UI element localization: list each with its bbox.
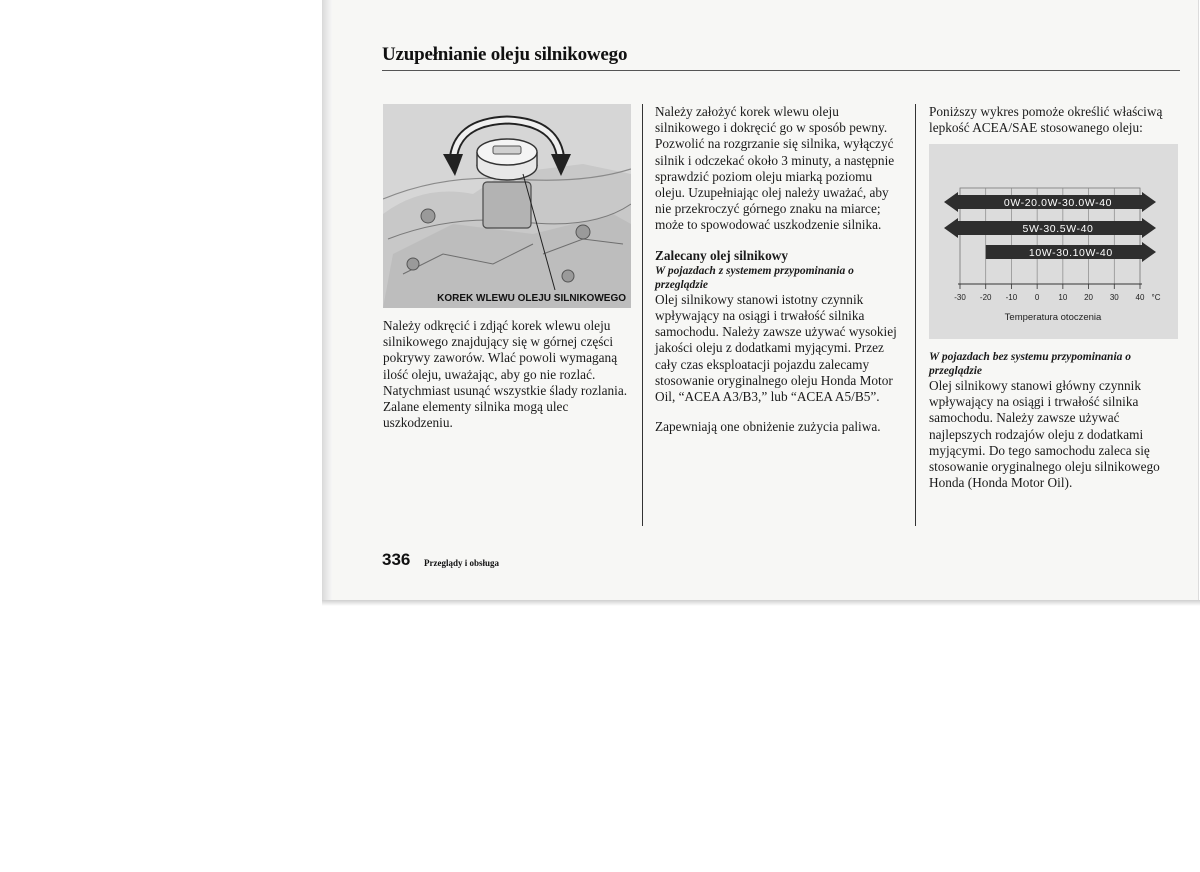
column-2 xyxy=(655,104,905,435)
page-title: Uzupełnianie oleju silnikowego xyxy=(382,44,628,65)
column-1-paragraph: Należy odkręcić i zdjąć korek wlewu oleju silnikowego znajdujący się w górnej części pokrywy zaworów. Wlać powoli wymaganą ilość oleju, uważając, aby go nie rozlać. Natychmiast usunąć wszystkie ślady rozlania. Zalane elementy silnika mogą ulec uszkodzeniu. xyxy=(383,318,628,431)
viscosity-bar-label: 0W-20.0W-30.0W-40 xyxy=(1003,197,1113,209)
x-tick-label: 40 xyxy=(1135,293,1145,302)
column-2-paragraph-1: Należy założyć korek wlewu oleju silnikowego i dokręcić go w sposób pewny. Pozwolić na rozgrzanie się silnika, wyłączyć silnik i odczekać około 3 minuty, a następnie sprawdzić poziom oleju miarką poziomu oleju. Uzupełniając olej należy uważać, aby nie przekroczyć górnego znaku na miarce; może to spowodować uszkodzenie silnika. xyxy=(655,104,895,233)
chart-intro: Poniższy wykres pomoże określić właściwą lepkość ACEA/SAE stosowanego oleju: xyxy=(929,104,1163,136)
viscosity-bar-label: 5W-30.5W-40 xyxy=(1022,223,1094,235)
column-divider-1 xyxy=(642,104,643,526)
viscosity-chart-svg xyxy=(929,144,1178,339)
oil-filler-cap-figure xyxy=(383,104,631,308)
with-maintenance-minder-subheading: W pojazdach z systemem przypominania o przeglądzie xyxy=(655,264,854,291)
x-unit-label: °C xyxy=(1151,293,1161,302)
x-tick-label: -10 xyxy=(1005,293,1018,302)
x-tick-label: 30 xyxy=(1109,293,1119,302)
x-tick-label: 20 xyxy=(1084,293,1094,302)
x-tick-label: -30 xyxy=(954,293,966,302)
column-3-body xyxy=(929,350,1179,491)
column-3-paragraph: Olej silnikowy stanowi główny czynnik wpływający na osiągi i trwałość silnika samochodu. Należy zawsze używać najlepszych rodzajów oleju z dodatkami myjącymi. Do tego samochodu zaleca się stosowanie oryginalnego oleju silnikowego Honda (Honda Motor Oil). xyxy=(929,378,1160,491)
section-name: Przeglądy i obsługa xyxy=(424,558,500,568)
column-2-paragraph-3: Zapewniają one obniżenie zużycia paliwa. xyxy=(655,419,881,435)
figure-caption: KOREK WLEWU OLEJU SILNIKOWEGO xyxy=(437,293,626,304)
without-maintenance-minder-subheading: W pojazdach bez systemu przypominania o przeglądzie xyxy=(929,351,1132,377)
page-number: 336 xyxy=(382,550,411,569)
recommended-oil-heading: Zalecany olej silnikowy xyxy=(655,247,788,263)
x-tick-label: 0 xyxy=(1034,293,1040,302)
x-tick-label: -20 xyxy=(979,293,992,302)
column-2-paragraph-2: Olej silnikowy stanowi istotny czynnik wpływający na osiągi i trwałość silnika samochodu. Należy zawsze używać wysokiej jakości oleju z dodatkami myjącymi. Przez cały czas eksploatacji pojazdu zalecamy stosowanie oryginalnego oleju Honda Motor Oil, “ACEA A3/B3,” lub “ACEA A5/B5”. xyxy=(655,291,897,405)
column-3-intro xyxy=(929,104,1179,136)
scan-binding-edge xyxy=(322,0,332,604)
page-shadow xyxy=(322,600,1200,606)
x-axis-label: Temperatura otoczenia xyxy=(1004,312,1102,323)
title-rule xyxy=(382,70,1180,71)
viscosity-bar-label: 10W-30.10W-40 xyxy=(1028,247,1113,259)
viscosity-chart xyxy=(929,144,1178,339)
column-1 xyxy=(383,318,635,431)
x-tick-label: 10 xyxy=(1058,293,1068,302)
oil-filler-cap-illustration xyxy=(383,104,631,308)
column-divider-2 xyxy=(915,104,916,526)
